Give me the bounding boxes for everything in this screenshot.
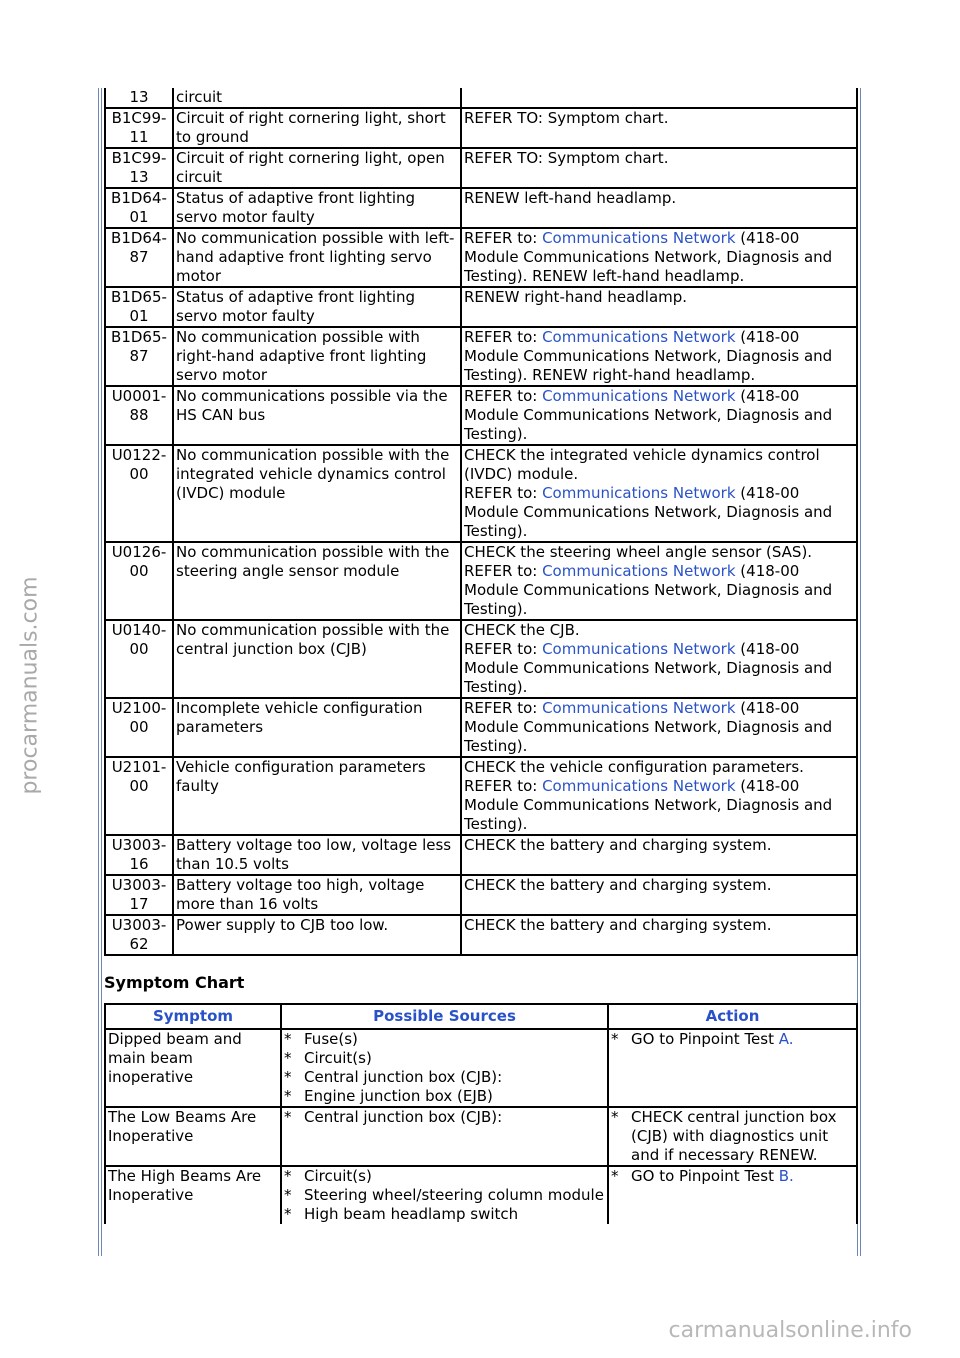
action-text-cont: (418-00 Module Communications Network, Diagnosis and Testing). (464, 562, 833, 618)
dtc-description: Power supply to CJB too low. (173, 915, 461, 955)
action-text: CHECK the battery and charging system. (464, 916, 772, 934)
symptom-cell: The Low Beams Are Inoperative (105, 1107, 281, 1166)
action-text: CHECK the CJB. (464, 621, 580, 639)
bullet-star: * (284, 1205, 292, 1223)
action-text: CHECK the vehicle configuration parameters. (464, 758, 804, 776)
communications-network-link[interactable]: Communications Network (542, 484, 736, 502)
side-watermark: procarmanuals.com (17, 575, 43, 795)
dtc-description: Incomplete vehicle configuration parameters (173, 698, 461, 757)
action-text: CHECK the battery and charging system. (464, 876, 772, 894)
dtc-code: B1C99-11 (105, 108, 173, 148)
action-cell (608, 1166, 857, 1224)
left-margin-line (98, 88, 99, 1256)
dtc-action (461, 287, 857, 327)
dtc-table (104, 88, 858, 956)
left-margin-line-inner (101, 88, 102, 1256)
dtc-description: Battery voltage too low, voltage less than 10.5 volts (173, 835, 461, 875)
action-paragraph (464, 328, 854, 385)
action-text: CHECK the integrated vehicle dynamics control (IVDC) module. (464, 446, 820, 483)
dtc-action (461, 327, 857, 386)
action-text: CHECK the steering wheel angle sensor (SAS). (464, 543, 813, 561)
source-item (284, 1087, 605, 1106)
action-text: REFER to: (464, 229, 543, 247)
dtc-description: Vehicle configuration parameters faulty (173, 757, 461, 835)
action-paragraph (464, 699, 854, 756)
header-symptom: Symptom (105, 1004, 281, 1029)
symptom-table-header (105, 1004, 857, 1029)
bullet-star: * (284, 1030, 292, 1048)
action-paragraph (464, 836, 854, 855)
dtc-code: B1C99-13 (105, 148, 173, 188)
dtc-description: No communication possible with the integrated vehicle dynamics control (IVDC) module (173, 445, 461, 542)
source-item (284, 1068, 605, 1087)
pinpoint-test-link[interactable]: A. (778, 1030, 794, 1048)
bullet-star: * (611, 1030, 619, 1048)
action-text (631, 1108, 854, 1165)
source-item (284, 1108, 605, 1127)
source-item (284, 1167, 605, 1186)
communications-network-link[interactable]: Communications Network (542, 640, 736, 658)
header-possible-sources: Possible Sources (281, 1004, 608, 1029)
action-item (611, 1108, 854, 1165)
action-text: REFER to: (464, 328, 543, 346)
table-row (105, 835, 857, 875)
dtc-action (461, 108, 857, 148)
action-paragraph (464, 640, 854, 697)
dtc-action (461, 228, 857, 287)
sources-cell (281, 1107, 608, 1166)
bullet-star: * (284, 1167, 292, 1185)
action-text (631, 1167, 854, 1186)
dtc-action (461, 875, 857, 915)
symptom-table (104, 1003, 858, 1224)
source-item (284, 1049, 605, 1068)
right-margin-line-inner (860, 88, 861, 1256)
dtc-action (461, 542, 857, 620)
action-text: REFER to: (464, 387, 543, 405)
table-row (105, 148, 857, 188)
action-paragraph (464, 777, 854, 834)
action-paragraph (464, 484, 854, 541)
dtc-code: B1D64-87 (105, 228, 173, 287)
symptom-chart-heading: Symptom Chart (104, 973, 245, 992)
action-cell (608, 1107, 857, 1166)
action-paragraph (464, 876, 854, 895)
dtc-code: U0122-00 (105, 445, 173, 542)
source-text: Central junction box (CJB): (304, 1108, 503, 1126)
bullet-star: * (284, 1108, 292, 1126)
action-cell (608, 1029, 857, 1107)
dtc-code: U3003-17 (105, 875, 173, 915)
action-text: REFER to: (464, 562, 543, 580)
dtc-description: No communication possible with right-hand adaptive front lighting servo motor (173, 327, 461, 386)
dtc-code: U3003-62 (105, 915, 173, 955)
dtc-action (461, 148, 857, 188)
action-paragraph (464, 189, 854, 208)
dtc-action (461, 698, 857, 757)
dtc-code: U3003-16 (105, 835, 173, 875)
communications-network-link[interactable]: Communications Network (542, 562, 736, 580)
footer-watermark: carmanualsonline.info (668, 1318, 912, 1343)
table-row (105, 327, 857, 386)
action-paragraph (464, 543, 854, 562)
action-pre: GO to Pinpoint Test (631, 1030, 779, 1048)
table-row (105, 108, 857, 148)
dtc-code: B1D65-01 (105, 287, 173, 327)
table-row (105, 698, 857, 757)
table-row (105, 542, 857, 620)
action-text-cont: (418-00 Module Communications Network, Diagnosis and Testing). (464, 777, 833, 833)
dtc-description: Circuit of right cornering light, open circuit (173, 148, 461, 188)
dtc-code: U0140-00 (105, 620, 173, 698)
bullet-star: * (284, 1087, 292, 1105)
dtc-code: U2101-00 (105, 757, 173, 835)
action-text: REFER TO: Symptom chart. (464, 109, 669, 127)
dtc-description: Status of adaptive front lighting servo motor faulty (173, 287, 461, 327)
dtc-description: No communication possible with the central junction box (CJB) (173, 620, 461, 698)
table-row (105, 228, 857, 287)
dtc-action (461, 445, 857, 542)
bullet-star: * (284, 1049, 292, 1067)
action-text-cont: (418-00 Module Communications Network, Diagnosis and Testing). RENEW right-hand headlamp. (464, 328, 833, 384)
table-row (105, 386, 857, 445)
dtc-action (461, 915, 857, 955)
action-paragraph (464, 758, 854, 777)
dtc-code: 13 (105, 88, 173, 108)
bullet-star: * (284, 1068, 292, 1086)
action-text: REFER TO: Symptom chart. (464, 149, 669, 167)
table-row (105, 620, 857, 698)
action-paragraph (464, 621, 854, 640)
action-text-cont: (418-00 Module Communications Network, Diagnosis and Testing). RENEW left-hand headlamp. (464, 229, 833, 285)
dtc-action (461, 757, 857, 835)
source-item (284, 1030, 605, 1049)
pinpoint-test-link[interactable]: B. (778, 1167, 794, 1185)
action-text-cont: (418-00 Module Communications Network, Diagnosis and Testing). (464, 387, 833, 443)
action-paragraph (464, 109, 854, 128)
symptom-cell: The High Beams Are Inoperative (105, 1166, 281, 1224)
dtc-description: No communication possible with left-hand adaptive front lighting servo motor (173, 228, 461, 287)
sources-cell (281, 1166, 608, 1224)
action-text-cont: (418-00 Module Communications Network, Diagnosis and Testing). (464, 640, 833, 696)
action-text-cont: (418-00 Module Communications Network, Diagnosis and Testing). (464, 699, 833, 755)
table-row (105, 875, 857, 915)
source-text: Steering wheel/steering column module (304, 1186, 604, 1204)
source-text: Engine junction box (EJB) (304, 1087, 493, 1105)
dtc-action (461, 386, 857, 445)
dtc-description: No communications possible via the HS CAN bus (173, 386, 461, 445)
action-paragraph (464, 149, 854, 168)
action-pre: GO to Pinpoint Test (631, 1167, 779, 1185)
action-paragraph (464, 288, 854, 307)
source-item (284, 1205, 605, 1224)
action-text-cont: (418-00 Module Communications Network, Diagnosis and Testing). (464, 484, 833, 540)
action-paragraph (464, 562, 854, 619)
communications-network-link[interactable]: Communications Network (542, 387, 736, 405)
dtc-description: circuit (173, 88, 461, 108)
table-row (105, 1029, 857, 1107)
action-text (631, 1030, 854, 1049)
source-text: High beam headlamp switch (304, 1205, 519, 1223)
table-row (105, 188, 857, 228)
dtc-description: Status of adaptive front lighting servo motor faulty (173, 188, 461, 228)
table-row (105, 1107, 857, 1166)
bullet-star: * (611, 1167, 619, 1185)
table-row (105, 445, 857, 542)
source-text: Circuit(s) (304, 1167, 372, 1185)
source-text: Fuse(s) (304, 1030, 358, 1048)
dtc-code: U0126-00 (105, 542, 173, 620)
action-text: REFER to: (464, 699, 543, 717)
action-paragraph (464, 916, 854, 935)
dtc-code: B1D64-01 (105, 188, 173, 228)
dtc-action (461, 88, 857, 108)
source-text: Circuit(s) (304, 1049, 372, 1067)
action-text: RENEW left-hand headlamp. (464, 189, 677, 207)
communications-network-link[interactable]: Communications Network (542, 699, 736, 717)
dtc-code: U0001-88 (105, 386, 173, 445)
table-row (105, 915, 857, 955)
action-item (611, 1030, 854, 1049)
dtc-description: Circuit of right cornering light, short to ground (173, 108, 461, 148)
table-row (105, 757, 857, 835)
source-item (284, 1186, 605, 1205)
action-text: REFER to: (464, 484, 543, 502)
bullet-star: * (284, 1186, 292, 1204)
source-text: Central junction box (CJB): (304, 1068, 503, 1086)
action-paragraph (464, 446, 854, 484)
table-row (105, 88, 857, 108)
table-row (105, 1166, 857, 1224)
dtc-code: B1D65-87 (105, 327, 173, 386)
dtc-action (461, 835, 857, 875)
action-text: REFER to: (464, 640, 543, 658)
communications-network-link[interactable]: Communications Network (542, 777, 736, 795)
communications-network-link[interactable]: Communications Network (542, 328, 736, 346)
dtc-action (461, 620, 857, 698)
action-paragraph (464, 229, 854, 286)
table-row (105, 287, 857, 327)
dtc-code: U2100-00 (105, 698, 173, 757)
dtc-description: Battery voltage too high, voltage more than 16 volts (173, 875, 461, 915)
header-action: Action (608, 1004, 857, 1029)
sources-cell (281, 1029, 608, 1107)
symptom-cell: Dipped beam and main beam inoperative (105, 1029, 281, 1107)
dtc-action (461, 188, 857, 228)
action-pre: CHECK central junction box (CJB) with diagnostics unit and if necessary RENEW. (631, 1108, 837, 1164)
bullet-star: * (611, 1108, 619, 1126)
action-text: RENEW right-hand headlamp. (464, 288, 688, 306)
action-text: REFER to: (464, 777, 543, 795)
action-text: CHECK the battery and charging system. (464, 836, 772, 854)
dtc-description: No communication possible with the steering angle sensor module (173, 542, 461, 620)
action-item (611, 1167, 854, 1186)
action-paragraph (464, 387, 854, 444)
communications-network-link[interactable]: Communications Network (542, 229, 736, 247)
